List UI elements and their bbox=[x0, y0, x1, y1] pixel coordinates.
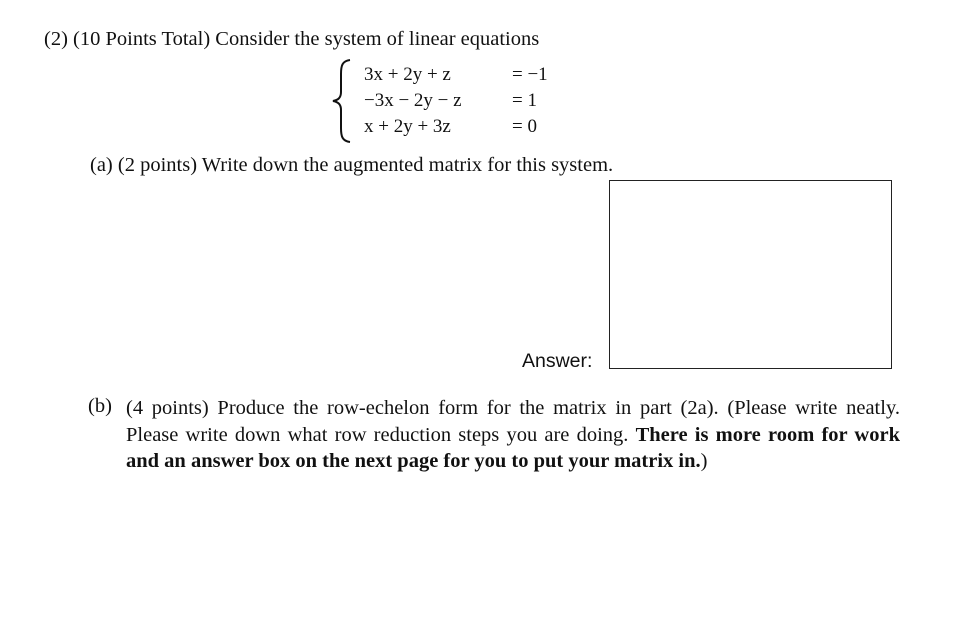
equation-3-lhs: x + 2y + 3z bbox=[364, 116, 451, 137]
part-b-close-paren: ) bbox=[700, 450, 708, 472]
question-header: (2) (10 Points Total) Consider the system of linear equations bbox=[44, 28, 540, 50]
left-brace bbox=[330, 58, 356, 144]
equation-2-rhs: = 1 bbox=[512, 90, 537, 111]
answer-label: Answer: bbox=[522, 350, 593, 372]
part-b-label: (b) bbox=[88, 395, 112, 417]
part-b-bold-note: There is more room for work and an answer box on the next page for you to put your matrix in. bbox=[126, 423, 900, 472]
part-b-prompt bbox=[126, 395, 900, 475]
equation-1-lhs: 3x + 2y + z bbox=[364, 64, 451, 85]
equation-1-rhs: = −1 bbox=[512, 64, 548, 85]
answer-box[interactable] bbox=[609, 180, 892, 369]
part-a-prompt: (a) (2 points) Write down the augmented matrix for this system. bbox=[90, 154, 614, 176]
part-b-text: (4 points) Produce the row-echelon form for the matrix in part (2a). (Please write neatly. Please write down what row reduction steps you are doing. bbox=[126, 397, 900, 446]
equation-3-rhs: = 0 bbox=[512, 116, 537, 137]
equation-2-lhs: −3x − 2y − z bbox=[364, 90, 462, 111]
